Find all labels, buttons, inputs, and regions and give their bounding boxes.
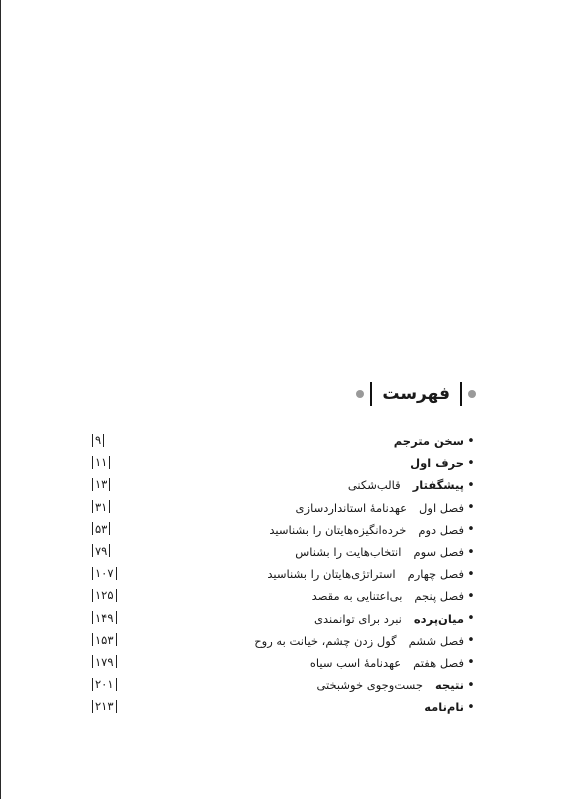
page-bracket-right (116, 633, 117, 646)
bullet-icon: • (467, 500, 475, 516)
toc-entry-label: فصل چهارم (407, 567, 464, 582)
page-number-text: ۷۹ (95, 543, 108, 558)
toc-page-number (90, 455, 112, 469)
bullet-icon: • (467, 522, 475, 538)
bullet-icon: • (467, 655, 475, 671)
bullet-icon: • (467, 611, 475, 627)
toc-page-number (90, 522, 112, 536)
bullet-icon: • (467, 544, 475, 560)
bullet-icon: • (467, 455, 475, 471)
heading-dot-left (356, 390, 364, 398)
page-bracket-right (116, 655, 117, 668)
page-bracket-left (92, 544, 93, 557)
bullet-icon: • (467, 566, 475, 582)
heading-bar-left (370, 382, 372, 406)
page-bracket-left (92, 434, 93, 447)
toc-entry-label: فصل پنجم (414, 589, 464, 604)
toc-entry-title: عهدنامهٔ اسب سیاه (309, 655, 402, 670)
toc-entry[interactable] (90, 430, 476, 452)
page-bracket-left (92, 500, 93, 513)
toc-entry[interactable] (90, 674, 476, 696)
page-number-text: ۱۱ (95, 455, 108, 470)
bullet-icon: • (467, 433, 475, 449)
page-bracket-right (116, 611, 117, 624)
toc-page-number (90, 500, 112, 514)
toc-entry-title: نبرد برای توانمندی (313, 611, 402, 626)
page-bracket-left (92, 633, 93, 646)
bullet-icon: • (467, 477, 475, 493)
page-bracket-left (92, 522, 93, 535)
toc-page-number (90, 477, 112, 491)
page-bracket-left (92, 456, 93, 469)
heading-dot-right (468, 390, 476, 398)
page-bracket-right (116, 678, 117, 691)
page-bracket-left (92, 478, 93, 491)
toc-entry-title: قالب‌شکنی (347, 478, 401, 493)
page-number-text: ۲۱۳ (95, 699, 114, 714)
toc-entry[interactable] (90, 696, 476, 718)
toc-entry-title: بی‌اعتنایی به مقصد (311, 589, 403, 604)
toc-entry-label: فصل هفتم (413, 655, 464, 670)
page-bracket-left (92, 700, 93, 713)
page-bracket-right (116, 589, 117, 602)
toc-entry-title: استراتژی‌هایتان را بشناسید (267, 567, 396, 582)
toc-entry[interactable] (90, 541, 476, 563)
bullet-icon: • (467, 699, 475, 715)
page-bracket-left (92, 567, 93, 580)
page-title: فهرست (382, 384, 450, 404)
page-number-text: ۱۲۵ (95, 588, 114, 603)
bullet-icon: • (467, 633, 475, 649)
toc-entry[interactable] (90, 452, 476, 474)
toc-entry-label: سخن مترجم (393, 434, 464, 449)
page-number-text: ۱۷۹ (95, 654, 114, 669)
page-number-text: ۱۰۷ (95, 566, 114, 581)
page-bracket-left (92, 589, 93, 602)
page-bracket-right (109, 478, 110, 491)
page-number-text: ۱۴۹ (95, 610, 114, 625)
toc-entry-label: فصل ششم (408, 633, 464, 648)
toc-entry-label: فصل سوم (413, 545, 464, 560)
toc-entry[interactable] (90, 474, 476, 496)
page-bracket-right (116, 700, 117, 713)
toc-entry[interactable] (90, 519, 476, 541)
page-number-text: ۲۰۱ (95, 677, 114, 692)
toc-list (90, 430, 476, 718)
toc-entry[interactable] (90, 585, 476, 607)
page-number-text: ۹ (95, 433, 102, 447)
toc-entry[interactable] (90, 497, 476, 519)
page-number-text: ۳۱ (95, 499, 108, 514)
toc-page-number (90, 633, 119, 647)
toc-page-number (90, 699, 119, 713)
toc-page-number (90, 433, 106, 447)
toc-entry-title: خرده‌انگیزه‌هایتان را بشناسید (269, 522, 407, 537)
page-bracket-right (116, 567, 117, 580)
heading-bar-right (460, 382, 462, 406)
toc-entry[interactable] (90, 652, 476, 674)
bullet-icon: • (467, 588, 475, 604)
page-left-edge (0, 0, 1, 799)
toc-entry-label: فصل دوم (418, 522, 464, 537)
toc-entry-title: انتخاب‌هایت را بشناس (295, 545, 402, 560)
page-number-text: ۱۳ (95, 477, 108, 492)
toc-entry-label: نتیجه (435, 678, 464, 693)
toc-entry-label: فصل اول (419, 500, 464, 515)
toc-entry-label: پیشگفتار (412, 478, 464, 493)
page-bracket-right (109, 544, 110, 557)
toc-entry-label: نام‌نامه (424, 700, 464, 715)
toc-page-number (90, 566, 119, 580)
toc-page-number (90, 677, 119, 691)
page-number-text: ۵۳ (95, 521, 108, 536)
toc-heading (356, 380, 476, 408)
toc-entry[interactable] (90, 608, 476, 630)
page-bracket-left (92, 678, 93, 691)
page-bracket-right (109, 500, 110, 513)
toc-entry[interactable] (90, 630, 476, 652)
page-bracket-right (103, 434, 104, 447)
bullet-icon: • (467, 677, 475, 693)
page-number-text: ۱۵۳ (95, 632, 114, 647)
toc-entry[interactable] (90, 563, 476, 585)
toc-page-number (90, 544, 112, 558)
page-bracket-left (92, 655, 93, 668)
toc-entry-label: حرف اول (410, 456, 464, 471)
page-bracket-right (109, 522, 110, 535)
toc-entry-title: گول زدن چشم، خیانت به روح (254, 633, 397, 648)
toc-page-number (90, 655, 119, 669)
page-bracket-left (92, 611, 93, 624)
toc-page-number (90, 588, 119, 602)
toc-entry-title: جست‌وجوی خوشبختی (316, 678, 424, 693)
toc-entry-title: عهدنامهٔ استانداردسازی (295, 500, 408, 515)
toc-page-number (90, 611, 119, 625)
toc-entry-label: میان‌پرده (413, 611, 464, 626)
page-bracket-right (109, 456, 110, 469)
